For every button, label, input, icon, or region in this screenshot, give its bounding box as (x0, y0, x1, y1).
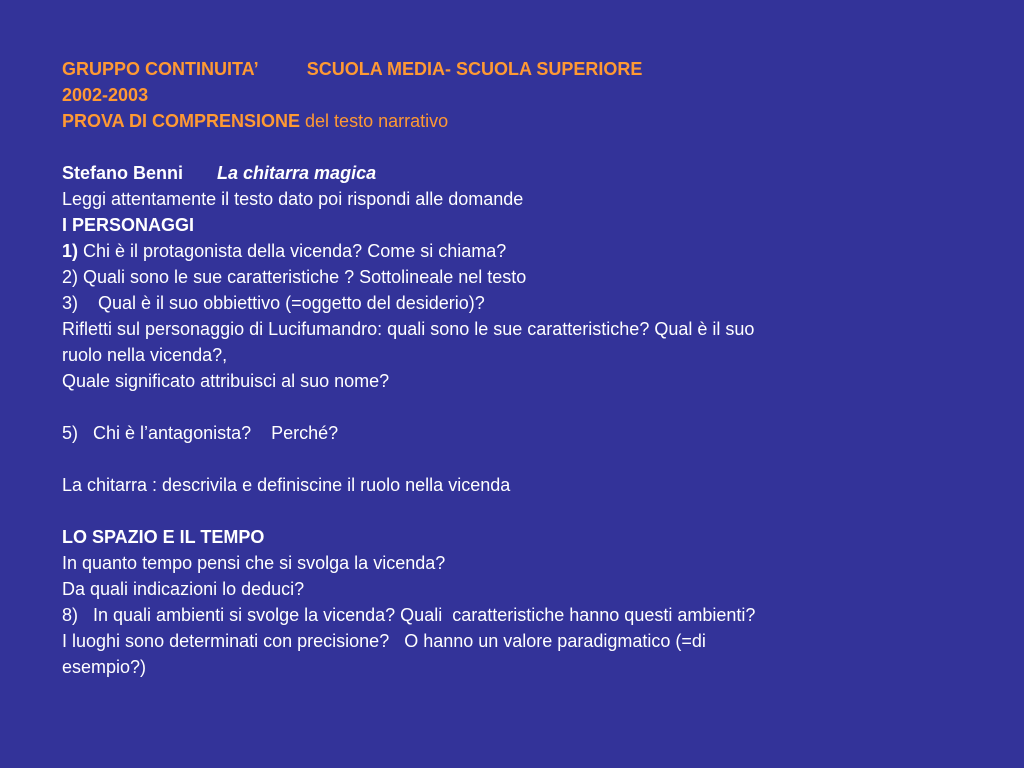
group-label: GRUPPO CONTINUITA’ (62, 59, 259, 79)
question-2: 2) Quali sono le sue caratteristiche ? Sottolineale nel testo (62, 267, 527, 287)
question-6: In quanto tempo pensi che si svolga la vicenda? (62, 553, 446, 573)
question-1 (62, 238, 962, 264)
test-subtitle: del testo narrativo (300, 111, 449, 131)
spacer (62, 446, 962, 472)
question-4-line-1: Rifletti sul personaggio di Lucifumandro: quali sono le sue caratteristiche? Qual è il suo (62, 319, 755, 339)
author-line (62, 160, 962, 186)
question-4-line-2: ruolo nella vicenda?, (62, 345, 228, 365)
test-title-line (62, 108, 962, 134)
spacer (62, 498, 962, 524)
question-4-line-3: Quale significato attribuisci al suo nome? (62, 371, 390, 391)
school-label: SCUOLA MEDIA- SCUOLA SUPERIORE (306, 59, 643, 79)
question-9-line-1: I luoghi sono determinati con precisione? O hanno un valore paradigmatico (=di (62, 631, 706, 651)
test-title: PROVA DI COMPRENSIONE (62, 111, 301, 131)
work-title: La chitarra magica (217, 163, 377, 183)
question-9-line-2: esempio?) (62, 657, 147, 677)
slide-content (62, 56, 962, 680)
question-3: 3) Qual è il suo obbiettivo (=oggetto del desiderio)? (62, 293, 485, 313)
question-7: Da quali indicazioni lo deduci? (62, 579, 305, 599)
space-time-heading: LO SPAZIO E IL TEMPO (62, 527, 265, 547)
instruction-text: Leggi attentamente il testo dato poi rispondi alle domande (62, 189, 524, 209)
question-5: 5) Chi è l’antagonista? Perché? (62, 423, 339, 443)
year-label: 2002-2003 (62, 85, 149, 105)
question-1-number: 1) (62, 241, 79, 261)
header-line (62, 56, 962, 82)
spacer (62, 134, 962, 160)
guitar-question: La chitarra : descrivila e definiscine il ruolo nella vicenda (62, 475, 511, 495)
spacer (62, 394, 962, 420)
author-name: Stefano Benni (62, 163, 184, 183)
question-8: 8) In quali ambienti si svolge la vicenda? Quali caratteristiche hanno questi ambienti? (62, 605, 756, 625)
question-1-text: Chi è il protagonista della vicenda? Come si chiama? (78, 241, 507, 261)
characters-heading: I PERSONAGGI (62, 215, 195, 235)
